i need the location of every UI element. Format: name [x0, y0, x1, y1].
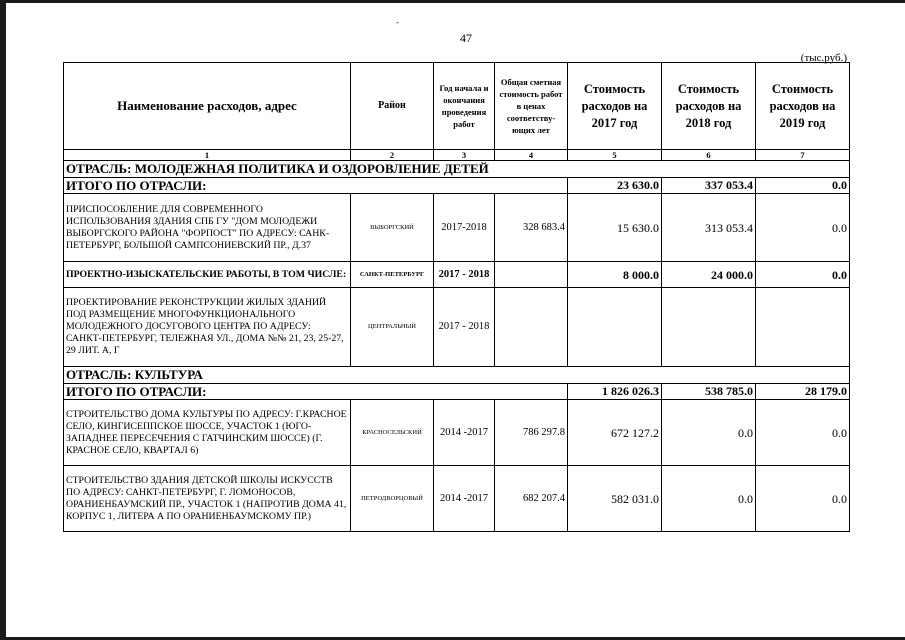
header-row — [64, 63, 850, 150]
table-row — [64, 262, 850, 288]
item-name: СТРОИТЕЛЬСТВО ЗДАНИЯ ДЕТСКОЙ ШКОЛЫ ИСКУССТВ ПО АДРЕСУ: САНКТ-ПЕТЕРБУРГ, Г. ЛОМОНОСОВ, ОРАНИЕНБАУМСКИЙ ПР., УЧАСТОК 1 (НАПРОТИВ ДОМА 41, КОРПУС 1, ЛИТЕРА А ПО ОРАНИЕНБАУМСКОМУ ПР.) — [64, 466, 351, 532]
header-district: Район — [351, 63, 434, 150]
item-years: 2017 - 2018 — [434, 288, 495, 367]
page-number: 47 — [460, 31, 472, 45]
total-2018: 538 785.0 — [662, 384, 756, 400]
section-row — [64, 367, 850, 384]
item-cost-2019: 0.0 — [756, 400, 850, 466]
item-total-cost — [495, 288, 568, 367]
item-district: ЦЕНТРАЛЬНЫЙ — [351, 288, 434, 367]
item-cost-2019 — [756, 288, 850, 367]
header-years: Год начала и окончания проведения работ — [434, 63, 495, 150]
column-number: 5 — [568, 150, 662, 161]
item-years: 2014 -2017 — [434, 466, 495, 532]
item-cost-2019: 0.0 — [756, 262, 850, 288]
item-name: СТРОИТЕЛЬСТВО ДОМА КУЛЬТУРЫ ПО АДРЕСУ: Г.КРАСНОЕ СЕЛО, КИНГИСЕППСКОЕ ШОССЕ, УЧАСТОК 1 (ЮГО-ЗАПАДНЕЕ ПЕРЕСЕЧЕНИЯ С ГАТЧИНСКИМ ШОССЕ) (Г. КРАСНОЕ СЕЛО, КВАРТАЛ 6) — [64, 400, 351, 466]
column-number: 4 — [495, 150, 568, 161]
table-row — [64, 288, 850, 367]
item-district: КРАСНОСЕЛЬСКИЙ — [351, 400, 434, 466]
table-row — [64, 466, 850, 532]
total-2017: 23 630.0 — [568, 178, 662, 194]
item-name: ПРОЕКТИРОВАНИЕ РЕКОНСТРУКЦИИ ЖИЛЫХ ЗДАНИЙ ПОД РАЗМЕЩЕНИЕ МНОГОФУНКЦИОНАЛЬНОГО МОЛОДЕЖНОГО ДОСУГОВОГО ЦЕНТРА ПО АДРЕСУ: САНКТ-ПЕТЕРБУРГ, ТЕЛЕЖНАЯ УЛ., ДОМА №№ 21, 23, 25-27, 29 ЛИТ. А, Г — [64, 288, 351, 367]
item-total-cost: 682 207.4 — [495, 466, 568, 532]
item-name: ПРОЕКТНО-ИЗЫСКАТЕЛЬСКИЕ РАБОТЫ, В ТОМ ЧИСЛЕ: — [64, 262, 351, 288]
item-cost-2018: 24 000.0 — [662, 262, 756, 288]
budget-table — [63, 62, 850, 532]
header-cost-2018: Стоимость расходов на 2018 год — [662, 63, 756, 150]
header-name: Наименование расходов, адрес — [64, 63, 351, 150]
item-total-cost: 786 297.8 — [495, 400, 568, 466]
item-district: ВЫБОРГСКИЙ — [351, 194, 434, 262]
item-cost-2017: 8 000.0 — [568, 262, 662, 288]
column-number: 7 — [756, 150, 850, 161]
total-2019: 28 179.0 — [756, 384, 850, 400]
section-title: ОТРАСЛЬ: КУЛЬТУРА — [64, 367, 850, 384]
item-total-cost — [495, 262, 568, 288]
item-cost-2018: 313 053.4 — [662, 194, 756, 262]
header-total-cost: Общая сметная стоимость работ в ценах соответству-ющих лет — [495, 63, 568, 150]
table-row — [64, 400, 850, 466]
column-number: 3 — [434, 150, 495, 161]
item-cost-2017: 15 630.0 — [568, 194, 662, 262]
item-years: 2017 - 2018 — [434, 262, 495, 288]
scan-speck: - — [396, 18, 399, 27]
item-district: ПЕТРОДВОРЦОВЫЙ — [351, 466, 434, 532]
section-total-row — [64, 178, 850, 194]
section-total-row — [64, 384, 850, 400]
item-cost-2017: 582 031.0 — [568, 466, 662, 532]
column-number: 6 — [662, 150, 756, 161]
total-2017: 1 826 026.3 — [568, 384, 662, 400]
scan-frame-left — [0, 0, 6, 640]
item-name: ПРИСПОСОБЛЕНИЕ ДЛЯ СОВРЕМЕННОГО ИСПОЛЬЗОВАНИЯ ЗДАНИЯ СПБ ГУ "ДОМ МОЛОДЕЖИ ВЫБОРГСКОГО РАЙОНА "ФОРПОСТ" ПО АДРЕСУ: САНК-ПЕТЕРБУРГ, БОЛЬШОЙ САМПСОНИЕВСКИЙ ПР., Д.37 — [64, 194, 351, 262]
section-total-label: ИТОГО ПО ОТРАСЛИ: — [64, 178, 568, 194]
table-row — [64, 194, 850, 262]
section-row — [64, 161, 850, 178]
header-cost-2019: Стоимость расходов на 2019 год — [756, 63, 850, 150]
item-cost-2018: 0.0 — [662, 466, 756, 532]
column-number: 2 — [351, 150, 434, 161]
scan-frame-top — [0, 0, 905, 3]
item-cost-2018: 0.0 — [662, 400, 756, 466]
units-label: (тыс.руб.) — [800, 52, 847, 64]
item-cost-2017 — [568, 288, 662, 367]
section-title: ОТРАСЛЬ: МОЛОДЕЖНАЯ ПОЛИТИКА И ОЗДОРОВЛЕНИЕ ДЕТЕЙ — [64, 161, 850, 178]
item-cost-2019: 0.0 — [756, 466, 850, 532]
column-number-row — [64, 150, 850, 161]
header-cost-2017: Стоимость расходов на 2017 год — [568, 63, 662, 150]
item-cost-2019: 0.0 — [756, 194, 850, 262]
item-years: 2017-2018 — [434, 194, 495, 262]
item-cost-2018 — [662, 288, 756, 367]
item-district: САНКТ-ПЕТЕРБУРГ — [351, 262, 434, 288]
item-cost-2017: 672 127.2 — [568, 400, 662, 466]
total-2018: 337 053.4 — [662, 178, 756, 194]
item-years: 2014 -2017 — [434, 400, 495, 466]
section-total-label: ИТОГО ПО ОТРАСЛИ: — [64, 384, 568, 400]
column-number: 1 — [64, 150, 351, 161]
item-total-cost: 328 683.4 — [495, 194, 568, 262]
total-2019: 0.0 — [756, 178, 850, 194]
